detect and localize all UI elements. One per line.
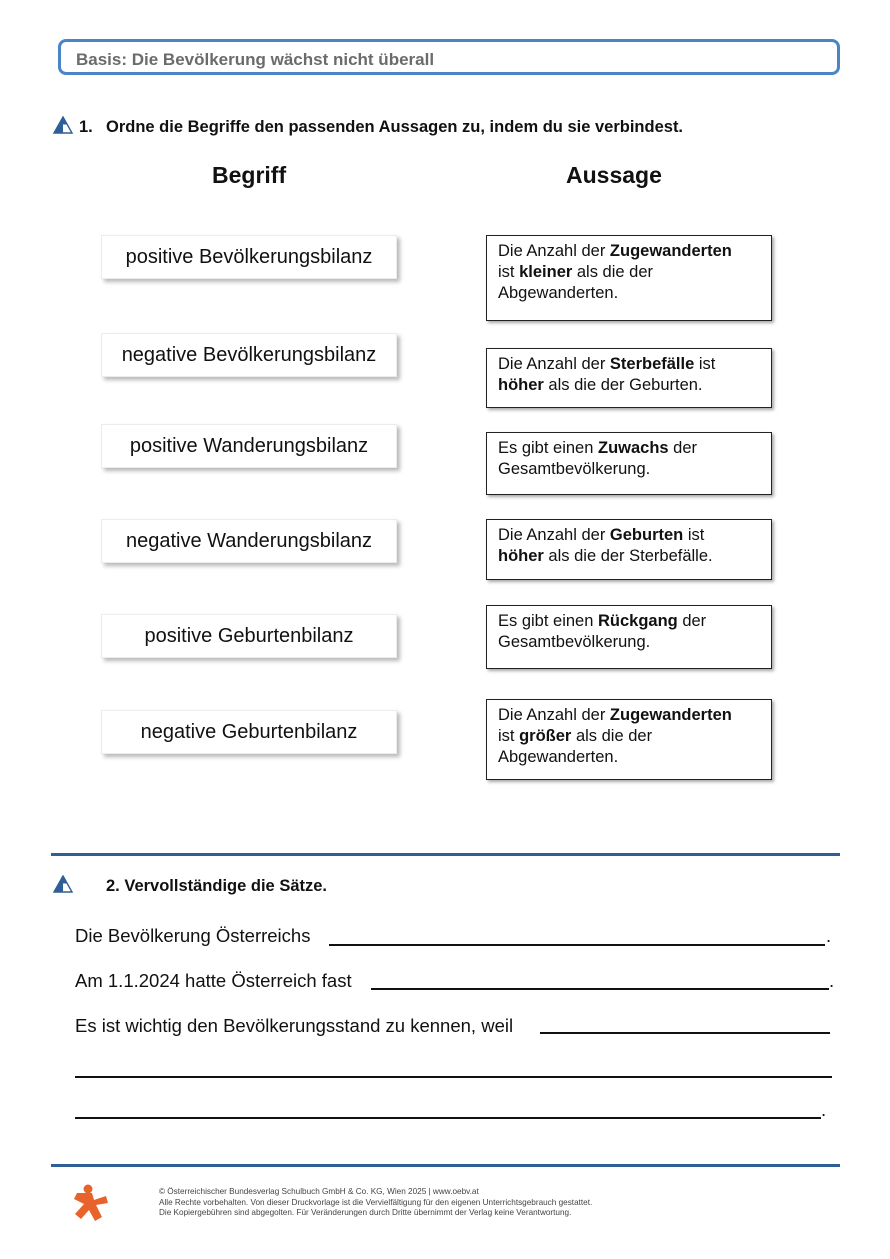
statement-card[interactable] [486, 235, 772, 321]
task1-number: 1. [79, 118, 93, 136]
level-triangle-icon [53, 875, 73, 898]
sentence-period: . [829, 970, 835, 991]
statement-text: Es gibt einen [498, 439, 598, 457]
footer-divider [51, 1164, 840, 1167]
section-divider [51, 853, 840, 856]
statement-text: ist [683, 526, 705, 544]
sentence-period: . [826, 925, 832, 946]
statement-text: Es gibt einen [498, 612, 598, 630]
term-card[interactable]: negative Wanderungsbilanz [101, 519, 397, 563]
statement-text: der Gesamtbevölkerung. [498, 439, 698, 478]
statement-keyword: höher [498, 376, 544, 394]
term-card[interactable]: positive Wanderungsbilanz [101, 424, 397, 468]
statement-text: als die der Abgewanderten. [498, 727, 653, 766]
statement-text: als die der Abgewanderten. [498, 263, 654, 302]
statement-text: ist [498, 727, 520, 745]
statement-text: ist [498, 263, 520, 281]
statement-keyword: Zugewanderten [609, 706, 732, 724]
statement-keyword: Rückgang [597, 612, 678, 630]
statement-keyword: Sterbefälle [609, 355, 695, 373]
statement-text: ist [694, 355, 716, 373]
term-card[interactable]: positive Geburtenbilanz [101, 614, 397, 658]
statement-text: der Gesamtbevölkerung. [498, 612, 707, 651]
oebv-logo-icon [72, 1184, 110, 1227]
statement-keyword: höher [498, 547, 544, 565]
statement-keyword: größer [519, 727, 572, 745]
copyright-line: Die Kopiergebühren sind abgegolten. Für Veränderungen durch Dritte übernimmt der Verlag keine Verantwortung. [159, 1208, 572, 1217]
term-card[interactable]: negative Geburtenbilanz [101, 710, 397, 754]
answer-line[interactable] [329, 944, 825, 946]
term-card[interactable]: negative Bevölkerungsbilanz [101, 333, 397, 377]
header-box [58, 39, 840, 75]
statement-keyword: Zugewanderten [609, 242, 732, 260]
sentence-period: . [821, 1099, 827, 1120]
task2-instruction: 2. Vervollständige die Sätze. [106, 877, 328, 895]
statement-text: Die Anzahl der [498, 242, 610, 260]
sentence-prompt: Es ist wichtig den Bevölkerungsstand zu kennen, weil [75, 1015, 514, 1036]
statement-card[interactable] [486, 519, 772, 580]
sentence-prompt: Am 1.1.2024 hatte Österreich fast [75, 970, 352, 991]
statement-card[interactable] [486, 432, 772, 495]
answer-line[interactable] [371, 988, 829, 990]
term-card[interactable]: positive Bevölkerungsbilanz [101, 235, 397, 279]
copyright-line: © Österreichischer Bundesverlag Schulbuch GmbH & Co. KG, Wien 2025 | www.oebv.at [159, 1187, 479, 1196]
page-title: Basis: Die Bevölkerung wächst nicht überall [76, 50, 435, 69]
statement-text: Die Anzahl der [498, 526, 610, 544]
sentence-prompt: Die Bevölkerung Österreichs [75, 925, 311, 946]
statement-keyword: Zuwachs [597, 439, 669, 457]
column-heading-terms: Begriff [212, 162, 287, 188]
copyright-notice [159, 1187, 592, 1219]
statement-text: als die der Sterbefälle. [543, 547, 713, 565]
statement-text: als die der Geburten. [543, 376, 703, 394]
copyright-line: Alle Rechte vorbehalten. Von dieser Druckvorlage ist die Vervielfältigung für den eigenen Unterrichtsgebrauch gestattet. [159, 1197, 593, 1207]
task1-instruction: Ordne die Begriffe den passenden Aussagen zu, indem du sie verbindest. [106, 118, 684, 136]
statement-keyword: Geburten [609, 526, 684, 544]
statement-text: Die Anzahl der [498, 355, 610, 373]
statement-keyword: kleiner [519, 263, 573, 281]
answer-line[interactable] [540, 1032, 830, 1034]
statement-card[interactable] [486, 699, 772, 780]
column-heading-statements: Aussage [566, 162, 662, 188]
statement-card[interactable] [486, 605, 772, 669]
statement-card[interactable] [486, 348, 772, 408]
answer-line[interactable] [75, 1117, 821, 1119]
answer-line[interactable] [75, 1076, 832, 1078]
level-triangle-icon [53, 116, 73, 139]
statement-text: Die Anzahl der [498, 706, 610, 724]
